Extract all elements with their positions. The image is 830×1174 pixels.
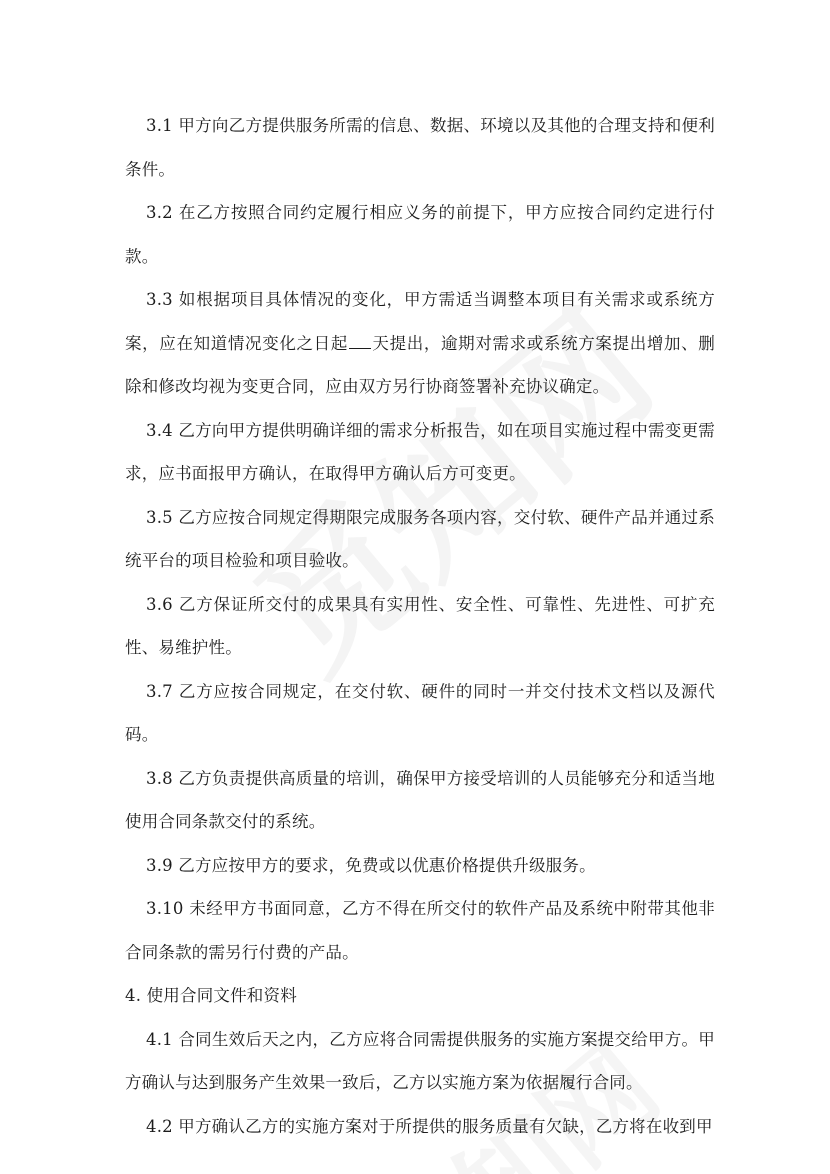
clause-3-3-part-a: 3.3 如根据项目具体情况的变化，甲方需适当调整本项目有关需求或系统方案，应在知道情况变化之日起 [125,290,715,353]
clause-3-6: 3.6 乙方保证所交付的成果具有实用性、安全性、可靠性、先进性、可扩充性、易维护性。 [125,594,715,657]
document-body [125,104,715,1148]
fill-in-blank [349,334,371,349]
clause-3-1: 3.1 甲方向乙方提供服务所需的信息、数据、环境以及其他的合理支持和便利条件。 [125,116,715,179]
clause-3-9: 3.9 乙方应按甲方的要求，免费或以优惠价格提供升级服务。 [146,855,596,875]
clause-3-10: 3.10 未经甲方书面同意，乙方不得在所交付的软件产品及系统中附带其他非合同条款的需另行付费的产品。 [125,899,715,962]
clause-3-4: 3.4 乙方向甲方提供明确详细的需求分析报告，如在项目实施过程中需变更需求，应书面报甲方确认，在取得甲方确认后方可变更。 [125,420,715,483]
clause-4-1: 4.1 合同生效后天之内，乙方应将合同需提供服务的实施方案提交给甲方。甲方确认与达到服务产生效果一致后，乙方以实施方案为依据履行合同。 [125,1029,715,1092]
clause-3-2: 3.2 在乙方按照合同约定履行相应义务的前提下，甲方应按合同约定进行付款。 [125,203,715,266]
clause-3-3 [125,278,715,409]
clause-3-5: 3.5 乙方应按合同规定得期限完成服务各项内容，交付软、硬件产品并通过系统平台的项目检验和项目验收。 [125,507,715,570]
clause-3-7: 3.7 乙方应按合同规定，在交付软、硬件的同时一并交付技术文档以及源代码。 [125,681,715,744]
section-heading-4: 4. 使用合同文件和资料 [125,986,297,1005]
clause-3-3-part-b: 天提出，逾期对需求或系统方案提出增加、删除和修改均视为变更合同，应由双方另行协商签署补充协议确定。 [125,333,715,396]
clause-3-8: 3.8 乙方负责提供高质量的培训，确保甲方接受培训的人员能够充分和适当地使用合同条款交付的系统。 [125,768,715,831]
clause-4-2: 4.2 甲方确认乙方的实施方案对于所提供的服务质量有欠缺，乙方将在收到甲 [146,1116,713,1136]
